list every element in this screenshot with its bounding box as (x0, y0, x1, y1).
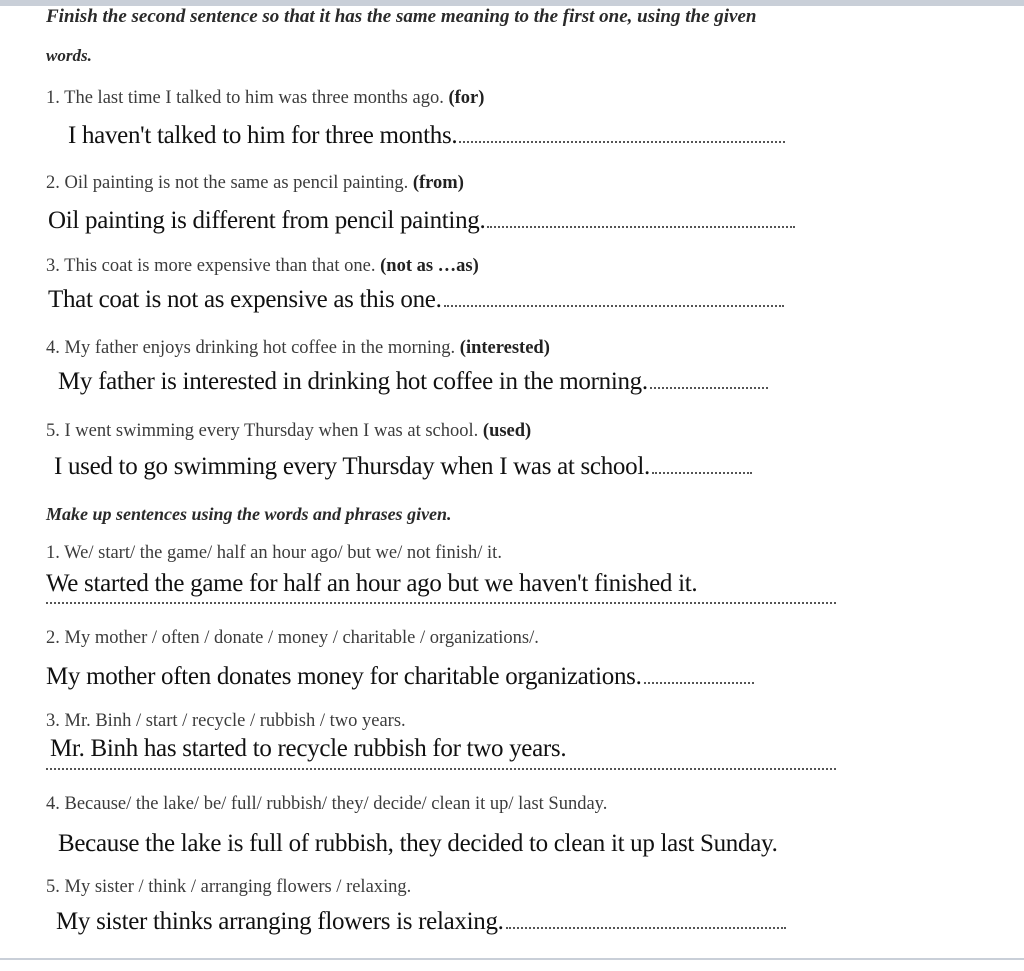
bottom-border (0, 958, 1024, 960)
s1-item3-answer: That coat is not as expensive as this one. (48, 286, 442, 313)
s2-item2-prompt: 2. My mother / often / donate / money / charitable / organizations/. (46, 628, 539, 648)
s1-item3-answer-line (48, 286, 784, 314)
section1-instruction-line1: Finish the second sentence so that it has the same meaning to the first one, using the given (46, 6, 757, 27)
s1-item2-prompt (46, 173, 464, 194)
s1-item5-prompt-text: 5. I went swimming every Thursday when I was at school. (46, 421, 479, 441)
s1-item5-answer-line (54, 453, 752, 481)
s2-item2-answer-line (46, 663, 754, 691)
s1-item1-dotted-fill (459, 140, 785, 143)
s2-item5-answer: My sister thinks arranging flowers is relaxing. (56, 908, 504, 935)
section2-instruction: Make up sentences using the words and phrases given. (46, 504, 452, 524)
s1-item4-answer: My father is interested in drinking hot coffee in the morning. (58, 368, 648, 395)
s2-item1-prompt: 1. We/ start/ the game/ half an hour ago/ but we/ not finish/ it. (46, 543, 502, 563)
s2-item2-answer: My mother often donates money for charitable organizations. (46, 663, 642, 690)
s2-item3-dotted-line (46, 768, 836, 770)
s1-item2-hint: (from) (412, 173, 464, 193)
s1-item3-prompt-text: 3. This coat is more expensive than that one. (46, 256, 376, 276)
s1-item4-answer-line (58, 368, 768, 396)
s2-item3-answer: Mr. Binh has started to recycle rubbish for two years. (50, 735, 567, 762)
s2-item2-dotted-fill (644, 681, 754, 684)
s1-item5-answer: I used to go swimming every Thursday when I was at school. (54, 453, 650, 480)
s2-item4-prompt: 4. Because/ the lake/ be/ full/ rubbish/ they/ decide/ clean it up/ last Sunday. (46, 794, 608, 814)
s1-item3-prompt (46, 256, 479, 277)
s1-item2-answer: Oil painting is different from pencil painting. (48, 207, 486, 234)
s1-item4-prompt (46, 338, 550, 359)
s1-item1-prompt-text: 1. The last time I talked to him was three months ago. (46, 88, 444, 108)
s1-item3-dotted-fill (444, 304, 784, 307)
s2-item1-answer: We started the game for half an hour ago but we haven't finished it. (46, 570, 698, 597)
s1-item1-hint: (for) (448, 88, 485, 108)
s2-item3-prompt: 3. Mr. Binh / start / recycle / rubbish / two years. (46, 711, 406, 731)
section1-instruction-line2: words. (46, 46, 92, 65)
s1-item4-hint: (interested) (459, 338, 550, 358)
s1-item4-dotted-fill (650, 386, 768, 389)
s1-item1-prompt (46, 88, 484, 109)
s1-item3-hint: (not as …as) (380, 256, 479, 276)
s1-item5-prompt (46, 421, 531, 442)
s1-item1-answer-line (68, 122, 785, 150)
s2-item5-dotted-fill (506, 926, 786, 929)
s2-item4-answer: Because the lake is full of rubbish, they decided to clean it up last Sunday. (58, 830, 778, 857)
s1-item5-dotted-fill (652, 471, 752, 474)
s1-item5-hint: (used) (482, 421, 532, 441)
s1-item2-dotted-fill (487, 225, 795, 228)
s1-item1-answer: I haven't talked to him for three months. (68, 122, 458, 149)
s1-item2-answer-line (48, 207, 795, 235)
s1-item2-prompt-text: 2. Oil painting is not the same as pencil painting. (46, 173, 409, 193)
s1-item4-prompt-text: 4. My father enjoys drinking hot coffee in the morning. (46, 338, 456, 358)
s2-item1-dotted-line (46, 602, 836, 604)
s2-item5-prompt: 5. My sister / think / arranging flowers / relaxing. (46, 877, 412, 897)
s2-item5-answer-line (56, 908, 786, 936)
